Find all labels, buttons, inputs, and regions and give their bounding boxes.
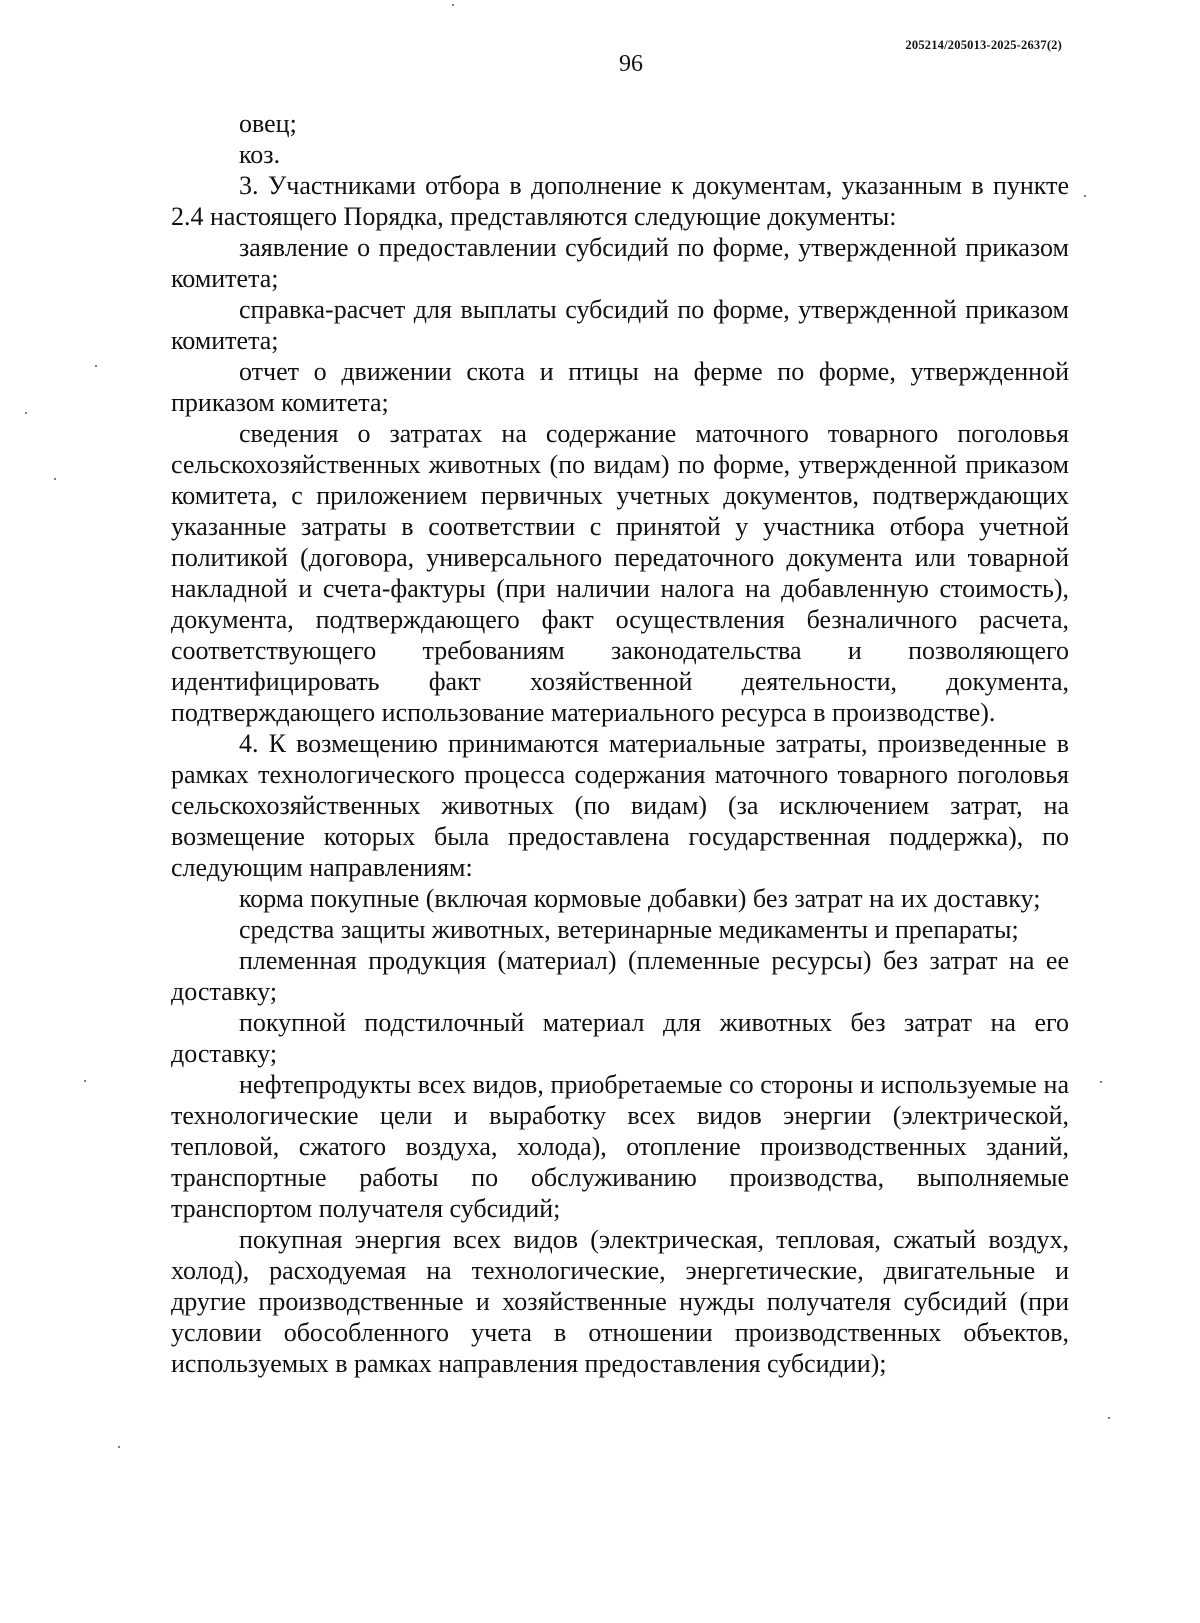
doc-item-calculation: справка-расчет для выплаты субсидий по форме, утвержденной приказом комитета; (171, 295, 1069, 355)
scan-speck (1100, 1081, 1102, 1083)
scan-speck (25, 412, 27, 414)
paragraph-4-reimbursement: 4. К возмещению принимаются материальные затраты, произведенные в рамках технологического процесса содержания маточного товарного поголовья сельскохозяйственных животных (по видам) (за исключением затрат, на возмещение которых была предоставлена государственная поддержка), по следующим направлениям: (171, 729, 1069, 882)
scan-speck (118, 1446, 120, 1448)
doc-item-livestock-report: отчет о движении скота и птицы на ферме по форме, утвержденной приказом комитета; (171, 357, 1069, 417)
document-registration-code: 205214/205013-2025-2637(2) (905, 38, 1062, 52)
cost-item-petroleum: нефтепродукты всех видов, приобретаемые со стороны и используемые на технологические цели и выработку всех видов энергии (электрической, тепловой, сжатого воздуха, холода), отопление производственных зданий, транспортные работы по обслуживанию производства, выполняемые транспортом получателя субсидий; (171, 1070, 1069, 1223)
list-item-goats: коз. (239, 140, 281, 169)
cost-item-veterinary: средства защиты животных, ветеринарные медикаменты и препараты; (239, 915, 1019, 944)
cost-item-bedding: покупной подстилочный материал для животных без затрат на его доставку; (171, 1008, 1069, 1068)
scan-speck (95, 365, 97, 367)
doc-item-application: заявление о предоставлении субсидий по форме, утвержденной приказом комитета; (171, 233, 1069, 293)
scan-speck (84, 1080, 86, 1082)
list-item-sheep: овец; (239, 109, 297, 138)
scan-speck (452, 4, 454, 6)
page-number: 96 (619, 51, 643, 77)
scan-speck (1084, 195, 1086, 197)
cost-item-feed: корма покупные (включая кормовые добавки) без затрат на их доставку; (239, 884, 1041, 913)
scan-speck (1108, 1417, 1110, 1419)
doc-item-cost-information: сведения о затратах на содержание маточного товарного поголовья сельскохозяйственных животных (по видам) по форме, утвержденной приказом комитета, с приложением первичных учетных документов, подтверждающих указанные затраты в соответствии с принятой у участника отбора учетной политикой (договора, универсального передаточного документа или товарной накладной и счета-фактуры (при наличии налога на добавленную стоимость), документа, подтверждающего факт осуществления безналичного расчета, соответствующего требованиям законодательства и позволяющего идентифицировать факт хозяйственной деятельности, документа, подтверждающего использование материального ресурса в производстве). (171, 419, 1069, 727)
document-body (171, 108, 1069, 1379)
cost-item-energy: покупная энергия всех видов (электрическая, тепловая, сжатый воздух, холод), расходуемая на технологические, энергетические, двигательные и другие производственные и хозяйственные нужды получателя субсидий (при условии обособленного учета в отношении производственных объектов, используемых в рамках направления предоставления субсидии); (171, 1225, 1069, 1378)
cost-item-breeding: племенная продукция (материал) (племенные ресурсы) без затрат на ее доставку; (171, 946, 1069, 1006)
paragraph-3-documents: 3. Участниками отбора в дополнение к документам, указанным в пункте 2.4 настоящего Порядка, представляются следующие документы: (171, 171, 1069, 231)
scan-speck (54, 478, 56, 480)
